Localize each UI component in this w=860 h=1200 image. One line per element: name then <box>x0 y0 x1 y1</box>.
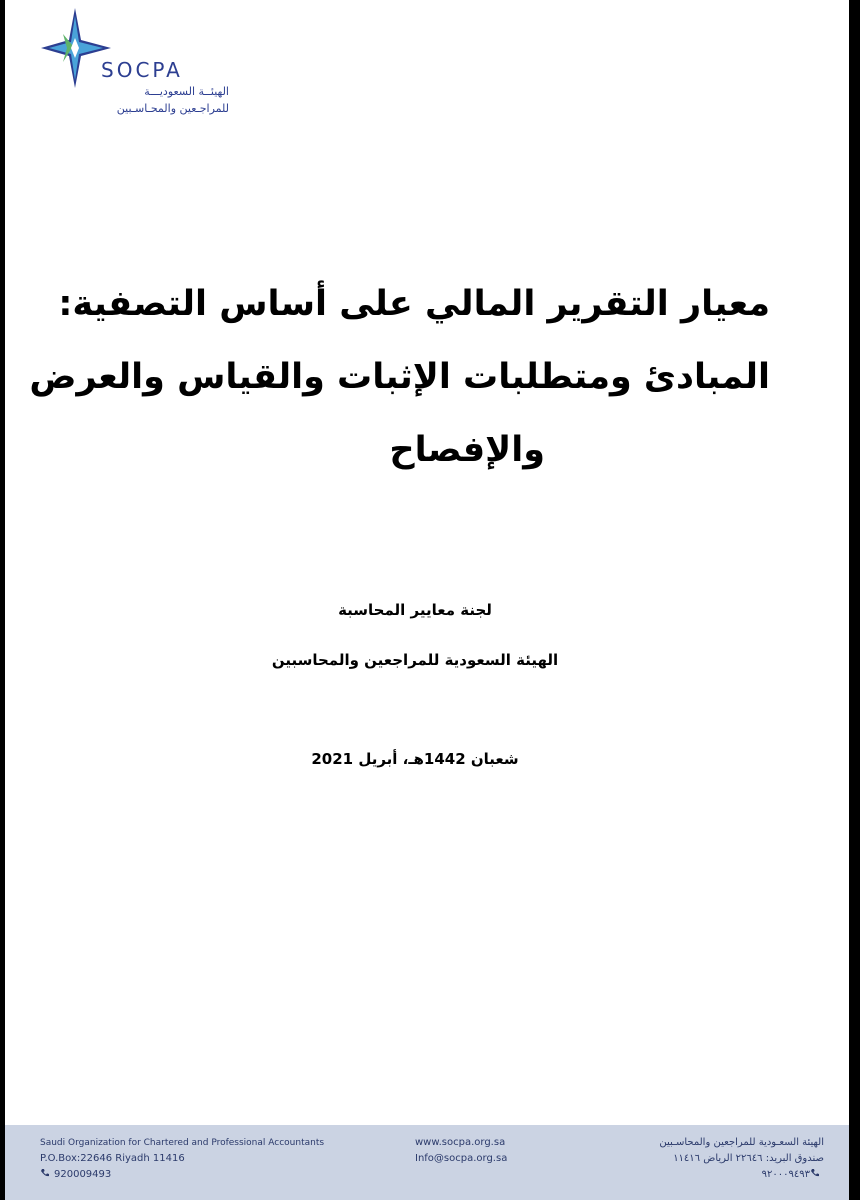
footer-phone-ar: ٩٢٠٠٠٩٤٩٣ <box>761 1169 810 1180</box>
logo-arabic-line1: الهيئــة السعوديـــة <box>144 85 229 98</box>
footer-pobox-ar: صندوق البريد: ٢٢٦٤٦ الرياض ١١٤١٦ <box>673 1153 824 1164</box>
title-line2: المبادئ ومتطلبات الإثبات والقياس والعرض <box>29 357 770 397</box>
footer-web-contact <box>415 1135 507 1167</box>
footer-pobox-en: P.O.Box:22646 Riyadh 11416 <box>40 1153 185 1164</box>
title-line1: معيار التقرير المالي على أساس التصفية: <box>58 284 770 324</box>
footer-phone-row <box>40 1167 324 1183</box>
logo-latin-text: SOCPA <box>101 58 183 82</box>
phone-icon <box>810 1168 820 1178</box>
socpa-logo <box>41 8 241 120</box>
publication-date: شعبان 1442هـ، أبريل 2021 <box>311 750 519 768</box>
footer-arabic-contact <box>659 1135 824 1183</box>
logo-arabic-line2: للمراجـعين والمحـاسـبين <box>116 102 229 115</box>
document-page <box>5 0 849 1200</box>
footer-email-link[interactable]: Info@socpa.org.sa <box>415 1153 508 1164</box>
title-line3: والإفصاح <box>389 430 545 470</box>
footer-phone-en: 920009493 <box>54 1169 112 1180</box>
phone-icon <box>40 1168 50 1178</box>
footer-org-name-ar: الهيئة السعـودية للمراجعين والمحاسـبين <box>659 1137 824 1148</box>
document-title <box>29 268 770 487</box>
organization-name: الهيئة السعودية للمراجعين والمحاسبين <box>271 651 559 669</box>
footer-phone-row-ar <box>659 1167 824 1183</box>
footer-website-link[interactable]: www.socpa.org.sa <box>415 1137 506 1148</box>
committee-name: لجنة معايير المحاسبة <box>338 601 492 619</box>
footer-org-name-en: Saudi Organization for Chartered and Professional Accountants <box>40 1138 325 1148</box>
footer-english-contact <box>40 1135 324 1183</box>
footer <box>5 1125 849 1200</box>
